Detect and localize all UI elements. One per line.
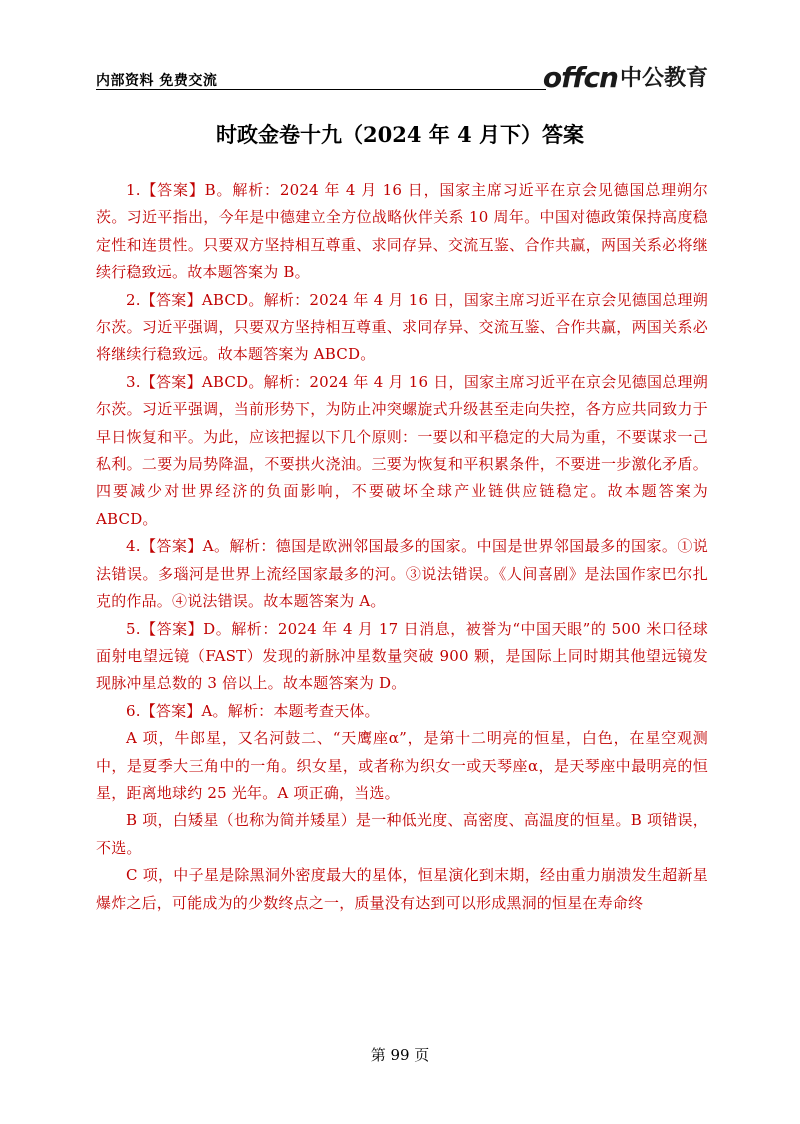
header-rule [96, 89, 546, 90]
answer-6-option-a: A 项，牛郎星，又名河鼓二、“天鹰座α”，是第十二明亮的恒星，白色，在星空观测中，是夏季大三角中的一角。织女星，或者称为织女一或天琴座α，是天琴座中最明亮的恒星，距离地球约 25 光年。A 项正确，当选。 [96, 729, 708, 802]
logo-mark: offcn [542, 61, 618, 94]
offcn-logo [543, 62, 708, 92]
answer-6-option-c: C 项，中子星是除黑洞外密度最大的星体，恒星演化到末期，经由重力崩溃发生超新星爆炸之后，可能成为的少数终点之一，质量没有达到可以形成黑洞的恒星在寿命终 [96, 866, 708, 912]
answer-5: 5.【答案】D。解析：2024 年 4 月 17 日消息，被誉为“中国天眼”的 500 米口径球面射电望远镜（FAST）发现的新脉冲星数量突破 900 颗，是国际上同时期其他望远镜发现脉冲星总数的 3 倍以上。故本题答案为 D。 [96, 619, 708, 693]
answer-3: 3.【答案】ABCD。解析：2024 年 4 月 16 日，国家主席习近平在京会见德国总理朔尔茨。习近平强调，当前形势下，为防止冲突螺旋式升级甚至走向失控，各方应共同致力于早日恢复和平。为此，应该把握以下几个原则：一要以和平稳定的大局为重，不要谋求一己私利。二要为局势降温，不要拱火浇油。三要为恢复和平积累条件，不要进一步激化矛盾。四要减少对世界经济的负面影响，不要破坏全球产业链供应链稳定。故本题答案为 ABCD。 [96, 372, 708, 528]
answer-content [96, 177, 708, 917]
header-left-text: 内部资料 免费交流 [96, 73, 218, 89]
answer-4: 4.【答案】A。解析：德国是欧洲邻国最多的国家。中国是世界邻国最多的国家。①说法错误。多瑙河是世界上流经国家最多的河。③说法错误。《人间喜剧》是法国作家巴尔扎克的作品。④说法错误。故本题答案为 A。 [96, 537, 708, 611]
answer-2: 2.【答案】ABCD。解析：2024 年 4 月 16 日，国家主席习近平在京会见德国总理朔尔茨。习近平强调，只要双方坚持相互尊重、求同存异、交流互鉴、合作共赢，两国关系必将继续行稳致远。故本题答案为 ABCD。 [96, 290, 708, 364]
page-title: 时政金卷十九（2024 年 4 月下）答案 [216, 122, 584, 147]
answer-6: 6.【答案】A。解析：本题考查天体。 [126, 701, 380, 720]
logo-chinese-name: 中公教育 [619, 66, 708, 91]
answer-1: 1.【答案】B。解析：2024 年 4 月 16 日，国家主席习近平在京会见德国总理朔尔茨。习近平指出，今年是中德建立全方位战略伙伴关系 10 周年。中国对德政策保持高度稳定性和连贯性。只要双方坚持相互尊重、求同存异、交流互鉴、合作共赢，两国关系必将继续行稳致远。故本题答案为 B。 [96, 181, 708, 282]
answer-6-option-b: B 项，白矮星（也称为简并矮星）是一种低光度、高密度、高温度的恒星。B 项错误，不选。 [96, 811, 708, 857]
page-header [96, 62, 708, 94]
page-number: 第 99 页 [370, 1046, 430, 1064]
